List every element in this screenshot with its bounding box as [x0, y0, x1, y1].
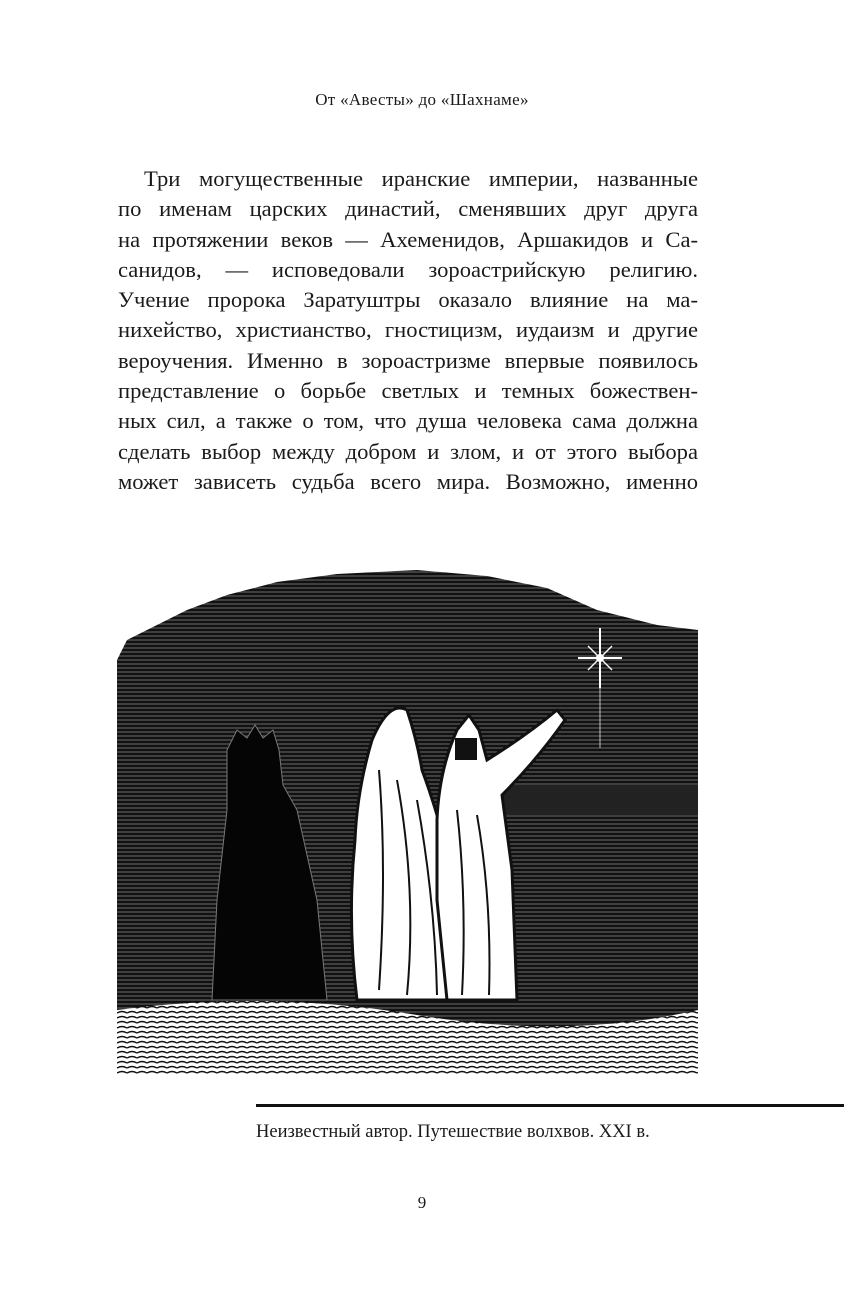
horizon-band — [497, 785, 698, 815]
body-line: Учение пророка Заратуштры оказало влияние на ма- — [118, 287, 698, 313]
body-line: представление о борьбе светлых и темных божествен- — [118, 378, 698, 404]
body-line: Три могущественные иранские империи, названные — [144, 166, 698, 191]
body-line: вероучения. Именно в зороастризме впервые появилось — [118, 347, 698, 373]
page-number: 9 — [417, 1193, 427, 1212]
engraving-magi-journey — [117, 570, 698, 1075]
body-line: санидов, — исповедовали зороастрийскую религию. — [118, 256, 698, 282]
body-line: сделать выбор между добром и злом, и от этого выбора — [118, 438, 698, 464]
body-line: ных сил, а также о том, что душа человека сама должна — [118, 408, 698, 434]
caption-rule — [256, 1104, 844, 1107]
body-text — [118, 164, 698, 497]
engraving-illustration — [117, 570, 698, 1075]
body-line: по именам царских династий, сменявших друг друга — [118, 196, 698, 222]
body-line: может зависеть судьба всего мира. Возможно, именно — [118, 468, 698, 494]
running-head: От «Авесты» до «Шахнаме» — [315, 90, 529, 109]
body-line: на протяжении веков — Ахеменидов, Аршакидов и Са- — [118, 226, 698, 252]
body-line: нихейство, христианство, гностицизм, иудаизм и другие — [118, 317, 698, 343]
figure-caption: Неизвестный автор. Путешествие волхвов. XXI в. — [256, 1122, 650, 1142]
